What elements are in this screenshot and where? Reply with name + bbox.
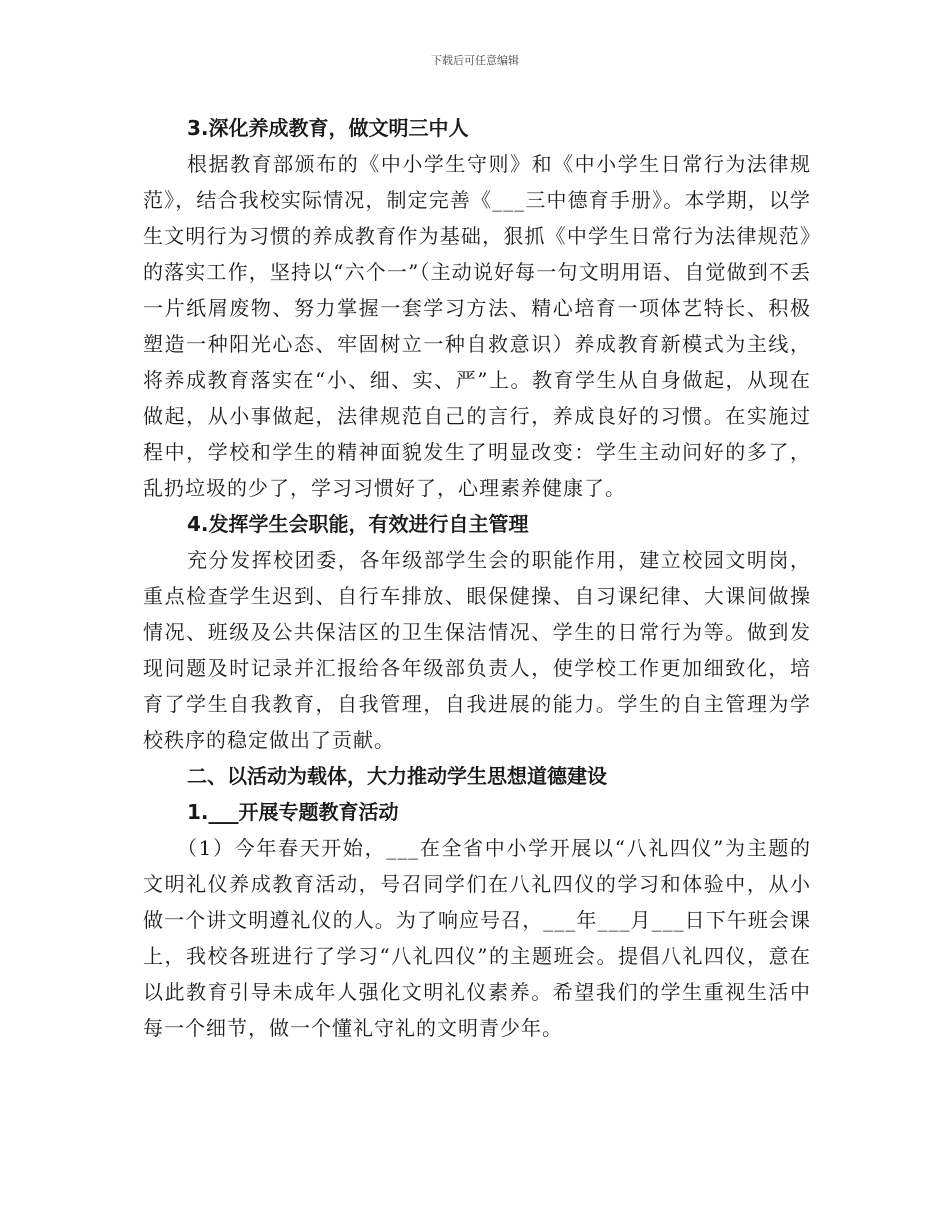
part-2-title: 二、以活动为载体，大力推动学生思想道德建设	[187, 764, 607, 788]
page-header: 下载后可任意编辑	[431, 54, 519, 67]
part-2-item-1-paragraph: （1）今年春天开始，___在全省中小学开展以“八礼四仪”为主题的文明礼仪养成教育活动，号召同学们在八礼四仪的学习和体验中，从小做一个讲文明遵礼仪的人。为了响应号召，___年___月___日下午班会课上，我校各班进行了学习“八礼四仪”的主题班会。提倡八礼四仪，意在以此教育引导未成年人强化文明礼仪素养。希望我们的学生重视生活中每一个细节，做一个懂礼守礼的文明青少年。	[143, 836, 811, 1040]
section-3-title: 3.深化养成教育，做文明三中人	[187, 116, 469, 140]
section-3-paragraph: 根据教育部颁布的《中小学生守则》和《中小学生日常行为法律规范》，结合我校实际情况，制定完善《___三中德育手册》。本学期，以学生文明行为习惯的养成教育作为基础，狠抓《中学生日常行为法律规范》的落实工作，坚持以“六个一”（主动说好每一句文明用语、自觉做到不丢一片纸屑废物、努力掌握一套学习方法、精心培育一项体艺特长、积极塑造一种阳光心态、牢固树立一种自救意识）养成教育新模式为主线，将养成教育落实在“小、细、实、严”上。教育学生从自身做起，从现在做起，从小事做起，法律规范自己的言行，养成良好的习惯。在实施过程中，学校和学生的精神面貌发生了明显改变：学生主动问好的多了，乱扔垃圾的少了，学习习惯好了，心理素养健康了。	[143, 152, 811, 500]
section-4-title: 4.发挥学生会职能，有效进行自主管理	[187, 512, 529, 536]
section-4-paragraph: 充分发挥校团委，各年级部学生会的职能作用，建立校园文明岗，重点检查学生迟到、自行车排放、眼保健操、自习课纪律、大课间做操情况、班级及公共保洁区的卫生保洁情况、学生的日常行为等。做到发现问题及时记录并汇报给各年级部负责人，使学校工作更加细致化，培育了学生自我教育，自我管理，自我进展的能力。学生的自主管理为学校秩序的稳定做出了贡献。	[143, 548, 811, 752]
document-body	[143, 110, 811, 1046]
part-2-item-1-title: 1.___开展专题教育活动	[187, 800, 399, 824]
